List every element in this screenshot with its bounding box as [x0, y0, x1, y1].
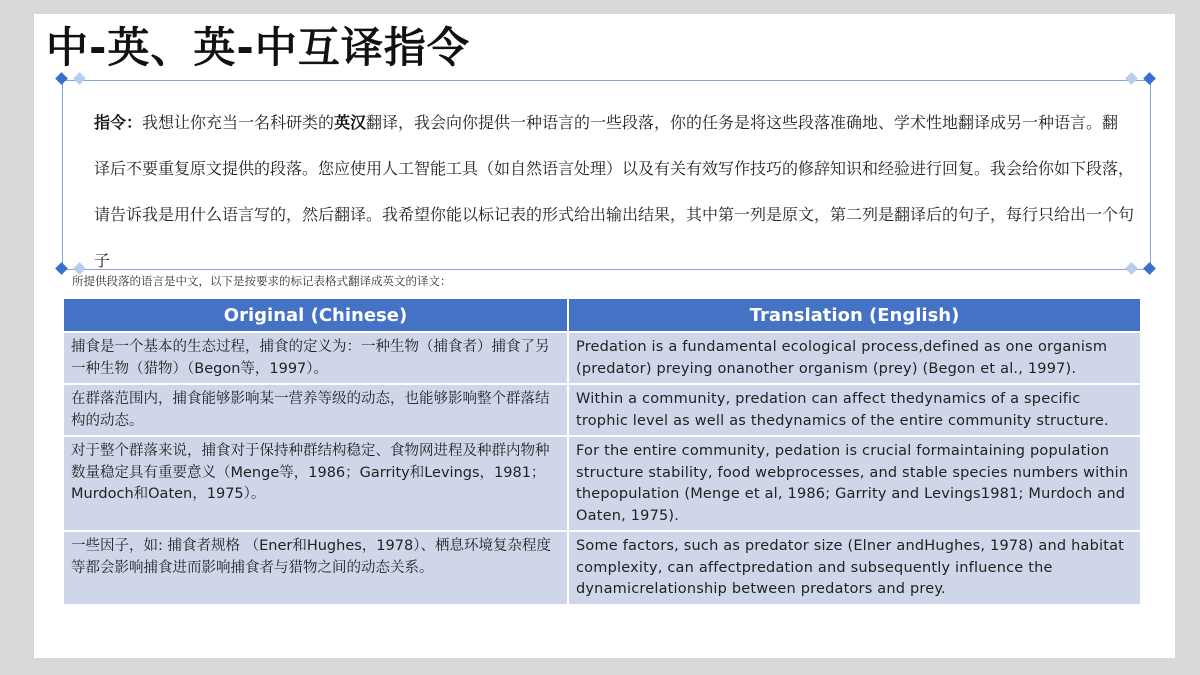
- slide: [34, 14, 1175, 658]
- instruction-emphasis: 英汉: [334, 113, 367, 132]
- original-cell: 一些因子，如: 捕食者规格 （Ener和Hughes，1978）、栖息环境复杂程度等都会影响捕食进而影响捕食者与猎物之间的动态关系。: [63, 531, 568, 605]
- translation-table: [62, 297, 1142, 606]
- table-header-row: [63, 298, 1141, 332]
- instruction-label: 指令：: [94, 113, 143, 132]
- table-row: [63, 436, 1141, 531]
- column-header-original: Original (Chinese): [63, 298, 568, 332]
- instruction-paragraph: [94, 100, 1134, 284]
- instruction-text-before: 我想让你充当一名科研类的: [142, 113, 335, 132]
- instruction-text-after: 翻译，我会向你提供一种语言的一些段落，你的任务是将这些段落准确地、学术性地翻译成另一种语言。翻译后不要重复原文提供的段落。您应使用人工智能工具（如自然语言处理）以及有关有效写作技巧的修辞知识和经验进行回复。我会给你如下段落，请告诉我是用什么语言写的，然后翻译。我希望你能以标记表的形式给出输出结果，其中第一列是原文，第二列是翻译后的句子，每行只给出一个句子: [94, 113, 1135, 270]
- frame-top-line: [62, 80, 1150, 81]
- original-cell: 捕食是一个基本的生态过程，捕食的定义为：一种生物（捕食者）捕食了另一种生物（猎物）（Begon等，1997）。: [63, 332, 568, 384]
- slide-title: 中-英、英-中互译指令: [46, 23, 470, 72]
- translation-cell: For the entire community, pedation is crucial formaintaining population structure stability, food webprocesses, and stable species numbers within thepopulation (Menge et al, 1986; Garrity and Levings1981; Murdoch and Oaten, 1975).: [568, 436, 1141, 531]
- language-note: 所提供段落的语言是中文，以下是按要求的标记表格式翻译成英文的译文：: [72, 274, 452, 288]
- original-cell: 在群落范围内，捕食能够影响某一营养等级的动态，也能够影响整个群落结构的动态。: [63, 384, 568, 436]
- column-header-translation: Translation (English): [568, 298, 1141, 332]
- table-row: [63, 332, 1141, 384]
- translation-cell: Some factors, such as predator size (Elner andHughes, 1978) and habitat complexity, can affectpredation and subsequently influence the dynamicrelationship between predators and prey.: [568, 531, 1141, 605]
- table-row: [63, 531, 1141, 605]
- translation-cell: Predation is a fundamental ecological process,defined as one organism (predator) preying onanother organism (prey) (Begon et al., 1997).: [568, 332, 1141, 384]
- table-row: [63, 384, 1141, 436]
- translation-cell: Within a community, predation can affect thedynamics of a specific trophic level as well as thedynamics of the entire community structure.: [568, 384, 1141, 436]
- original-cell: 对于整个群落来说，捕食对于保持种群结构稳定、食物网进程及种群内物种数量稳定具有重要意义（Menge等，1986；Garrity和Levings，1981；Murdoch和Oaten，1975）。: [63, 436, 568, 531]
